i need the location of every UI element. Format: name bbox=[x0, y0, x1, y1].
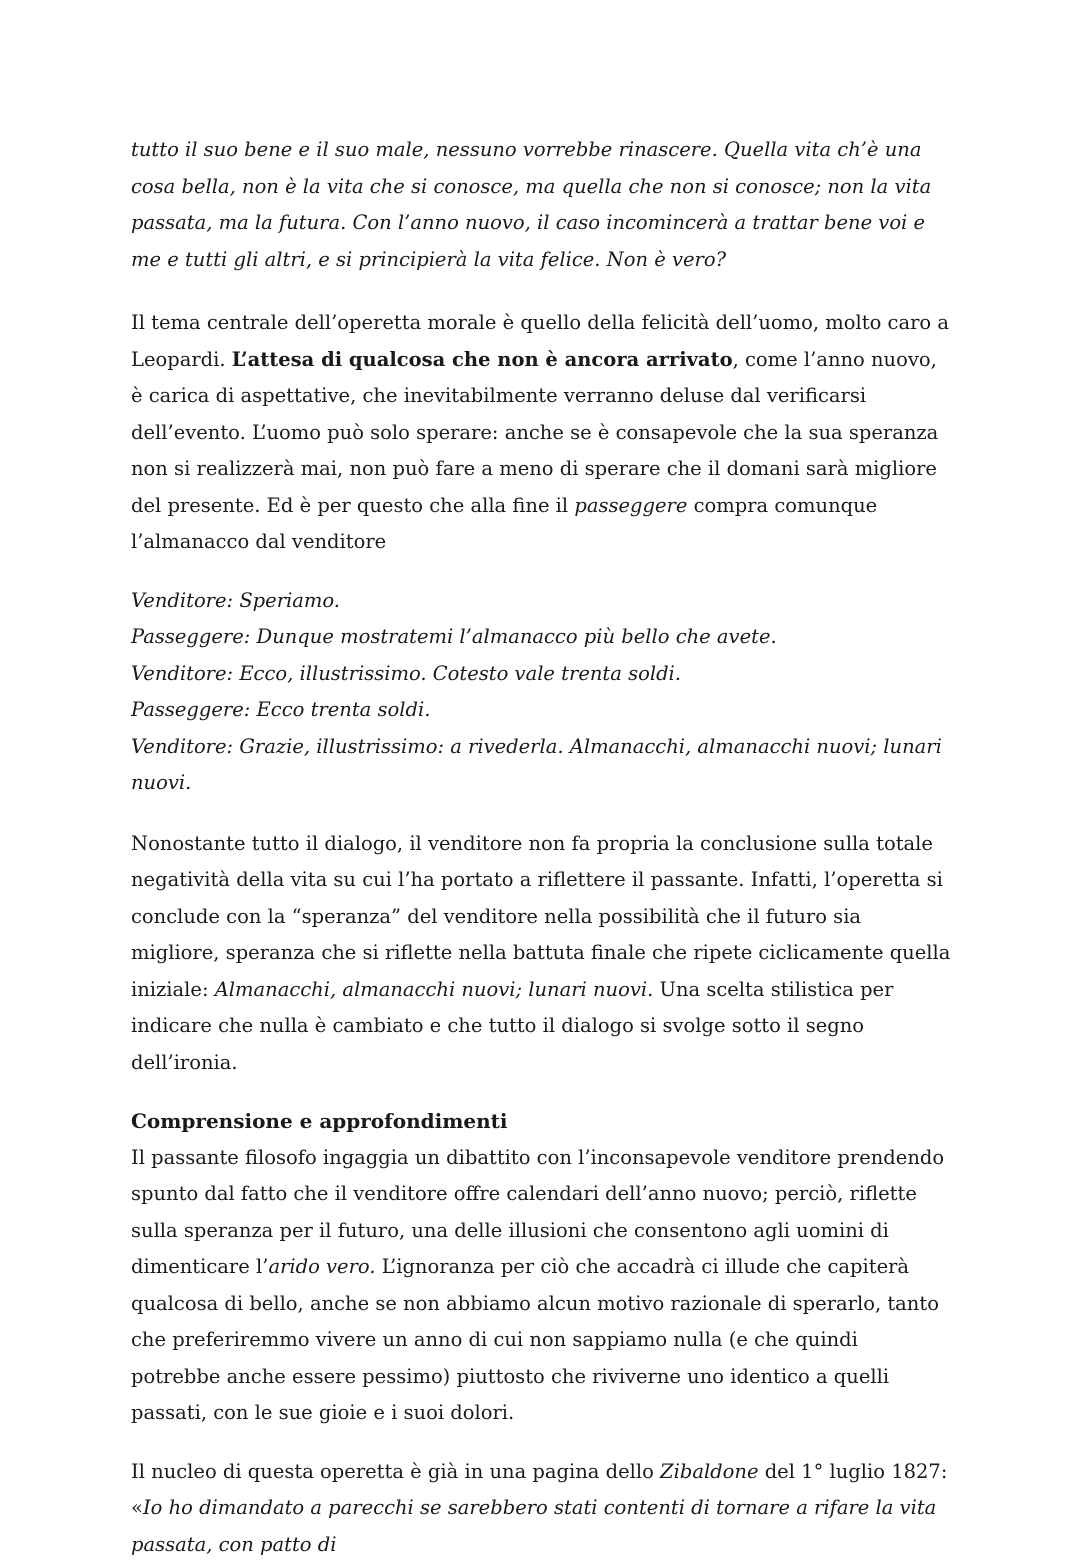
italic-quote: Io ho dimandato a parecchi se sarebbero stati contenti di tornare a rifare la vita passata, con patto di bbox=[131, 1496, 936, 1556]
text-run: Una scelta stilistica per indicare che nulla è cambiato e che tutto il dialogo si svolge sotto il segno dell’ironia. bbox=[131, 978, 893, 1074]
text-run: compra comunque l’almanacco dal venditore bbox=[131, 494, 877, 554]
italic-title: Zibaldone bbox=[660, 1460, 758, 1483]
text-run: del 1° luglio 1827: « bbox=[131, 1460, 947, 1520]
paragraph-comprehension bbox=[131, 1140, 952, 1432]
text-run: Il nucleo di questa operetta è già in una pagina dello bbox=[131, 1460, 660, 1483]
text-run: Il tema centrale dell’operetta morale è quello della felicità dell’uomo, molto caro a Leopardi. bbox=[131, 311, 949, 371]
bold-phrase: L’attesa di qualcosa che non è ancora arrivato bbox=[232, 348, 733, 371]
paragraph-theme bbox=[131, 305, 952, 561]
dialogue-line: Venditore: Ecco, illustrissimo. Cotesto vale trenta soldi. bbox=[131, 656, 952, 693]
section-heading: Comprensione e approfondimenti bbox=[131, 1103, 952, 1140]
dialogue-line: Passeggere: Dunque mostratemi l’almanacco più bello che avete. bbox=[131, 619, 952, 656]
italic-term: passeggere bbox=[574, 494, 687, 517]
dialogue-line: Passeggere: Ecco trenta soldi. bbox=[131, 692, 952, 729]
text-run: Il passante filosofo ingaggia un dibattito con l’inconsapevole venditore prendendo spunto dal fatto che il venditore offre calendari dell’anno nuovo; perciò, riflette sulla speranza per il futuro, una delle illusioni che consentono agli uomini di dimenticare l’ bbox=[131, 1146, 944, 1279]
dialogue-excerpt bbox=[131, 583, 952, 802]
italic-quote: Almanacchi, almanacchi nuovi; lunari nuovi. bbox=[215, 978, 654, 1001]
text-run: L’ignoranza per ciò che accadrà ci illude che capiterà qualcosa di bello, anche se non abbiamo alcun motivo razionale di sperarlo, tanto che preferiremmo vivere un anno di cui non sappiamo nulla (e che quindi potrebbe anche essere pessimo) piuttosto che riviverne uno identico a quelli passati, con le sue gioie e i suoi dolori. bbox=[131, 1255, 939, 1424]
dialogue-line: Venditore: Grazie, illustrissimo: a rivederla. Almanacchi, almanacchi nuovi; lunari nuovi. bbox=[131, 729, 952, 802]
text-run: Nonostante tutto il dialogo, il venditore non fa propria la conclusione sulla totale negatività della vita su cui l’ha portato a riflettere il passante. Infatti, l’operetta si conclude con la “speranza” del venditore nella possibilità che il futuro sia migliore, speranza che si riflette nella battuta finale che ripete ciclicamente quella iniziale: bbox=[131, 832, 950, 1001]
quote-paragraph-continuation: tutto il suo bene e il suo male, nessuno vorrebbe rinascere. Quella vita ch’è una cosa bella, non è la vita che si conosce, ma quella che non si conosce; non la vita passata, ma la futura. Con l’anno nuovo, il caso incomincerà a trattar bene voi e me e tutti gli altri, e si principierà la vita felice. Non è vero? bbox=[131, 132, 952, 278]
italic-term: arido vero. bbox=[268, 1255, 375, 1278]
text-run: , come l’anno nuovo, è carica di aspettative, che inevitabilmente verranno deluse dal verificarsi dell’evento. L’uomo può solo sperare: anche se è consapevole che la sua speranza non si realizzerà mai, non può fare a meno di sperare che il domani sarà migliore del presente. Ed è per questo che alla fine il bbox=[131, 348, 938, 517]
paragraph-zibaldone bbox=[131, 1454, 952, 1563]
paragraph-conclusion bbox=[131, 826, 952, 1082]
dialogue-line: Venditore: Speriamo. bbox=[131, 583, 952, 620]
